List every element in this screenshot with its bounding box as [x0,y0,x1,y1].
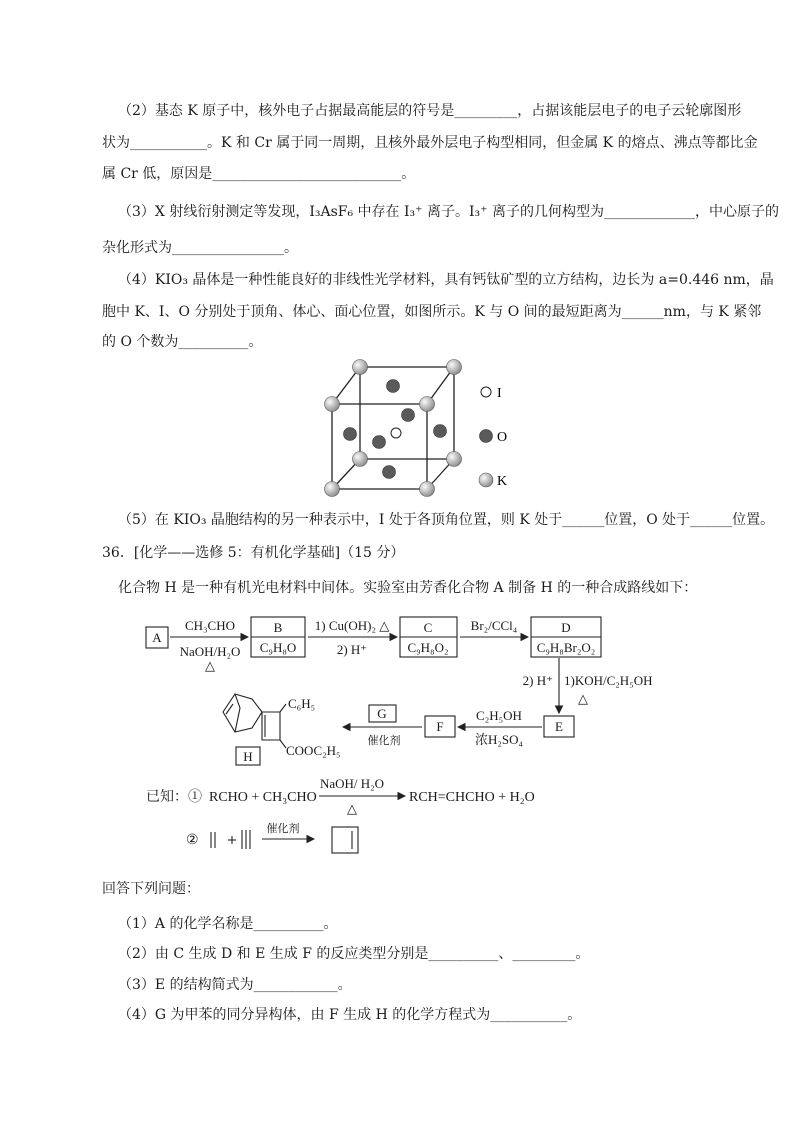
k-atom [353,360,368,375]
label-a: A [152,630,162,645]
k-atom [353,452,368,467]
label-g: G [377,706,387,721]
k-atom [420,482,435,497]
q36-sub1: （1）A 的化学名称是__________。 [118,916,338,932]
known2-alkyne-symbol [242,830,250,849]
label-c: C [423,620,433,635]
cond-de-left: 2) H⁺ [522,673,553,688]
q36-sub2: （2）由 C 生成 D 和 E 生成 F 的反应类型分别是__________、_________。 [118,946,590,962]
cond-bc-top: 1) Cu(OH)₂ △ [314,618,390,633]
o-atom-right [434,425,447,438]
known1-heat: △ [347,801,357,816]
q35-part2-line3: 属 Cr 低，原因是___________________________。 [102,166,416,182]
known2-alkene-symbol [211,832,215,848]
label-b: B [273,620,283,635]
label-e: E [555,719,563,734]
k-atom [325,397,340,412]
known1-products: RCH=CHCHO + H₂O [409,790,535,805]
formula-c: C₉H₈O₂ [407,640,449,655]
legend-o-label: O [497,430,508,445]
synthesis-route-diagram [0,600,800,780]
formula-d: C₉H₈Br₂O₂ [536,640,596,655]
label-f: F [436,719,444,734]
cond-ab-bottom: NaOH/H₂O [179,644,241,659]
legend-k-label: K [497,474,508,489]
o-atom-back [402,409,415,422]
h-substituent-ester: COOC₂H₅ [286,743,341,758]
known2-catalyst: 催化剂 [266,823,300,835]
cond-fh-catalyst: 催化剂 [367,735,401,747]
cond-cd-top: Br₂/CCl₄ [470,618,518,633]
known1-reactants: RCHO + CH₃CHO [209,790,317,805]
q35-part5: （5）在 KIO₃ 晶胞结构的另一种表示中，I 处于各顶角位置，则 K 处于______位置，O 处于______位置。 [118,512,775,528]
formula-b: C₉H₈O [259,640,297,655]
q35-part2-line1: （2）基态 K 原子中，核外电子占据最高能层的符号是_________，占据该能层电子的电子云轮廓图形 [118,103,742,119]
cond-ef-bottom: 浓H₂SO₄ [474,732,524,747]
q35-part4-line3: 的 O 个数为__________。 [102,334,263,350]
q35-part4-line2: 胞中 K、I、O 分别处于顶角、体心、面心位置，如图所示。K 与 O 间的最短距离为______nm，与 K 紧邻 [102,304,762,320]
o-atom-top [387,380,400,393]
known2-number: ② [186,833,199,848]
answer-heading: 回答下列问题： [102,881,200,897]
cond-de-right: 1)KOH/C₂H₅OH [564,673,653,688]
q35-part2-line2: 状为___________。K 和 Cr 属于同一周期，且核外最外层电子构型相同，但金属 K 的熔点、沸点等都比金 [102,135,758,151]
o-atom-bottom [383,466,396,479]
legend-i-symbol [481,387,491,397]
legend-o-symbol [480,430,493,443]
k-atom [420,397,435,412]
legend-i-label: I [497,386,502,401]
cond-ab-top: CH₃CHO [184,618,236,633]
kio3-unit-cell-figure [300,355,540,515]
label-d: D [561,620,571,635]
k-atom [325,482,340,497]
cond-de-heat: △ [578,691,588,706]
k-atom [447,452,462,467]
h-substituent-phenyl: C₆H₅ [288,696,316,711]
known1-conditions: NaOH/ H₂O [319,776,385,791]
q35-part4-line1: （4）KIO₃ 晶体是一种性能良好的非线性光学材料，具有钙钛矿型的立方结构，边长为 a=0.446 nm，晶 [118,272,774,288]
o-atom-left [344,428,357,441]
q36-intro: 化合物 H 是一种有机光电材料中间体。实验室由芳香化合物 A 制备 H 的一种合成路线如下： [118,580,698,596]
k-atom [447,360,462,375]
known2-cyclobutene-symbol [332,827,358,853]
cond-ab-heat: △ [205,658,215,673]
known-label: 已知：① [146,790,202,805]
o-atom-front [373,436,386,449]
cond-bc-bottom: 2) H⁺ [336,642,368,657]
h-structure [223,694,286,748]
q35-part3-line2: 杂化形式为________________。 [102,240,298,256]
cond-ef-top: C₂H₅OH [476,708,522,723]
legend-k-symbol [479,473,493,487]
q35-part3-line1: （3）X 射线衍射测定等发现，I₃AsF₆ 中存在 I₃⁺ 离子。I₃⁺ 离子的几何构型为_____________，中心原子的 [118,204,779,220]
q36-heading: 36．[化学——选修 5：有机化学基础]（15 分） [102,545,405,561]
i-atom-center [391,428,401,438]
q36-sub3: （3）E 的结构简式为____________。 [118,977,352,993]
q36-sub4: （4）G 为甲苯的同分异构体，由 F 生成 H 的化学方程式为___________。 [118,1007,582,1023]
known-reactions [0,775,800,865]
label-h: H [243,749,253,764]
